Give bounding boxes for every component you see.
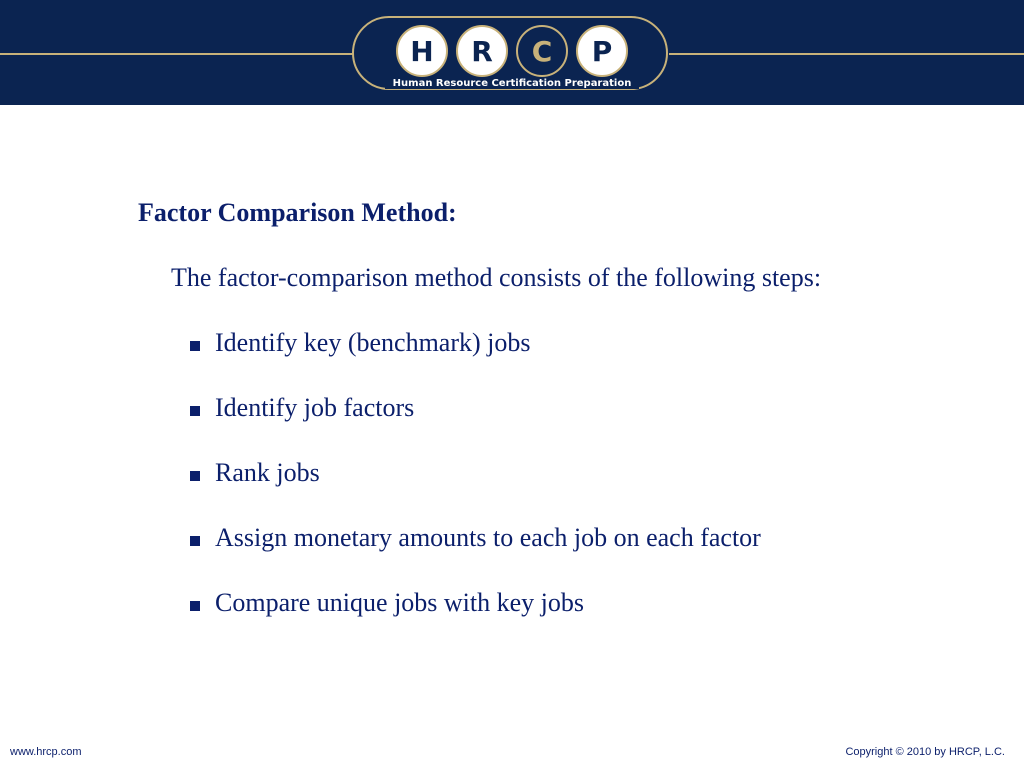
square-bullet-icon: [190, 601, 200, 611]
step-text: Compare unique jobs with key jobs: [215, 588, 585, 617]
header-band: [0, 0, 1024, 105]
header-divider-right: [669, 53, 1024, 55]
square-bullet-icon: [190, 406, 200, 416]
slide-title: Factor Comparison Method:: [138, 198, 457, 227]
step-text: Rank jobs: [215, 458, 320, 487]
logo-letter-c: C: [516, 25, 568, 77]
step-text: Identify key (benchmark) jobs: [215, 328, 531, 357]
footer-copyright: Copyright © 2010 by HRCP, L.C.: [845, 746, 1005, 758]
slide-intro: The factor-comparison method consists of the following steps:: [171, 263, 822, 292]
logo-letter-r: R: [456, 25, 508, 77]
header-divider-left: [0, 53, 355, 55]
logo-letter-h: H: [396, 25, 448, 77]
square-bullet-icon: [190, 536, 200, 546]
square-bullet-icon: [190, 471, 200, 481]
footer-website: www.hrcp.com: [10, 746, 82, 758]
step-text: Assign monetary amounts to each job on each factor: [215, 523, 761, 552]
logo-letter-p: P: [576, 25, 628, 77]
logo-tagline: Human Resource Certification Preparation: [385, 78, 639, 89]
step-text: Identify job factors: [215, 393, 415, 422]
square-bullet-icon: [190, 341, 200, 351]
